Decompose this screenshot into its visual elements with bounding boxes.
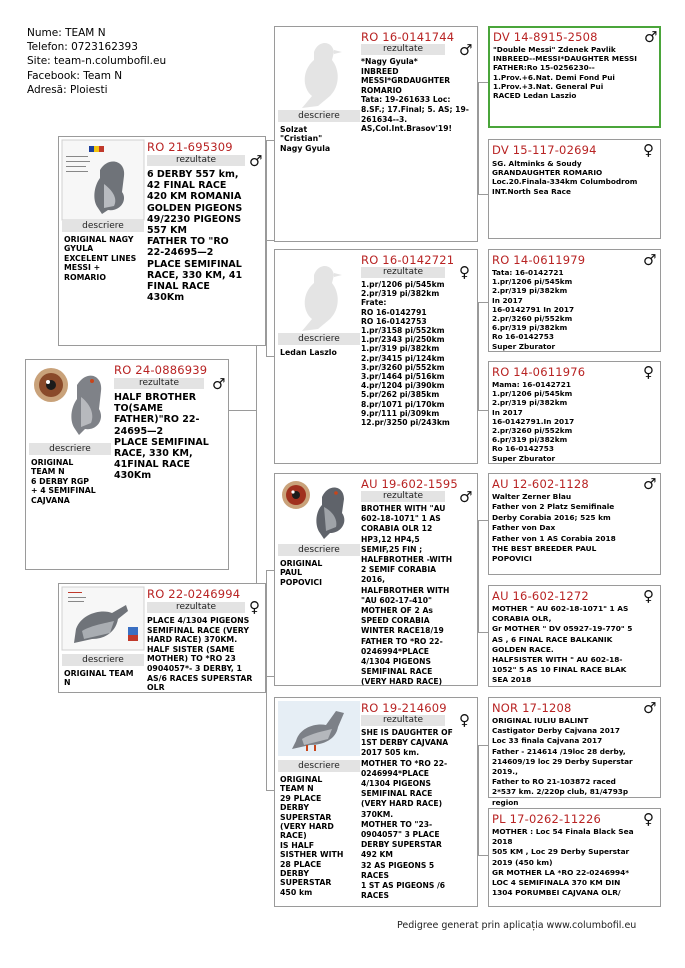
pigeon-info: 1.pr/1206 pi/545km 2.pr/319 pi/382km Frate: RO 16-0142791 RO 16-0142753 1.pr/3158 pi/552km 1.pr/2343 pi/250km 1.pr/319 pi/382km 2.pr/3415 pi/124km 3.pr/3260 pi/552km 3.pr/1464 pi/516km 4.pr/1204 pi/390km 5.pr/262 pi/385km 8.pr/1071 pi/170km 9.pr/111 pi/309km 12.pr/3250 pi/243km (361, 280, 450, 428)
ring-number[interactable]: RO 14-0611976 (492, 365, 586, 379)
connector (266, 140, 274, 141)
connector (478, 632, 488, 633)
pigeon-info: MOTHER : Loc 54 Finala Black Sea 2018 505 KM , Loc 29 Derby Superstar 2019 (450 km) GR MOTHER LA *RO 22-0246994* LOC 4 SEMIFINALA 370 KM DIN 1304 PORUMBEI CAJVANA OLR/ (492, 827, 634, 898)
results-button[interactable]: rezultate (361, 491, 445, 502)
ring-number[interactable]: AU 12-602-1128 (492, 477, 589, 491)
ring-number[interactable]: RO 24-0886939 (114, 363, 208, 377)
breeder-site: Site: team-n.columbofil.eu (27, 55, 167, 68)
female-icon: ♀ (643, 810, 654, 828)
female-icon: ♀ (643, 587, 654, 605)
ring-number[interactable]: AU 16-602-1272 (492, 589, 589, 603)
pigeon-card-mmm[interactable] (488, 808, 661, 907)
pigeon-info: HALF BROTHER TO(SAME FATHER)"RO 22- 24695—2 PLACE SEMIFINAL RACE, 330 KM, 41FINAL RACE 430Km (114, 392, 209, 482)
connector (229, 410, 256, 411)
female-icon: ♀ (249, 598, 260, 616)
connector (266, 140, 267, 356)
pigeon-info: SHE IS DAUGHTER OF 1ST DERBY CAJVANA 2017 505 km. MOTHER TO *RO 22- 0246994*PLACE 4/1304 PIGEONS SEMIFINAL RACE (VERY HARD RACE) 370KM. MOTHER TO "23- 0904057" 3 PLACE DERBY SUPERSTAR 492 KM 32 AS PIGEONS 5 RACES 1 ST AS PIGEONS /6 RACES (361, 728, 453, 901)
results-button[interactable]: rezultate (114, 378, 204, 389)
pigeon-photo[interactable] (278, 701, 360, 756)
connector (478, 745, 488, 746)
pigeon-card-maternal-grandmother[interactable] (274, 697, 478, 907)
male-icon: ♂ (643, 475, 657, 493)
ring-number[interactable]: RO 22-0246994 (147, 587, 241, 601)
connector (266, 356, 274, 357)
pigeon-info: Tata: 16-0142721 1.pr/1206 pi/545km 2.pr/319 pi/382km In 2017 16-0142791 In 2017 2.pr/3260 pi/552km 6.pr/319 pi/382km Ro 16-0142753 Super Zburator (492, 268, 575, 351)
pigeon-info: ORIGINAL IULIU BALINT Castigator Derby Cajvana 2017 Loc 33 finala Cajvana 2017 Father - 214614 /19loc 28 derby, 214609/19 loc 29 Derby Superstar 2019., Father to RO 21-103872 raced 2*537 km. 2/220p club, 81/4793p region (492, 716, 633, 807)
male-icon: ♂ (212, 375, 226, 393)
female-icon: ♀ (643, 141, 654, 159)
male-icon: ♂ (249, 152, 263, 170)
ring-number[interactable]: RO 16-0142721 (361, 253, 455, 267)
female-icon: ♀ (459, 263, 470, 281)
breeder-address: Adresă: Ploiesti (27, 83, 108, 96)
pigeon-card-fmm[interactable] (488, 361, 661, 464)
results-button[interactable]: rezultate (361, 44, 445, 55)
ring-number[interactable]: DV 15-117-02694 (492, 143, 597, 157)
male-icon: ♂ (643, 251, 657, 269)
breeder-name: Nume: TEAM N (27, 27, 106, 39)
breeder-info (27, 26, 166, 97)
pigeon-photo[interactable] (278, 253, 360, 333)
pigeon-info: PLACE 4/1304 PIGEONS SEMIFINAL RACE (VERY HARD RACE) 370KM. HALF SISTER (SAME MOTHER) TO *RO 23 0904057*- 3 DERBY, 1 AS/6 RACES SUPERSTAR OLR (147, 616, 253, 693)
pigeon-info: 6 DERBY 557 km, 42 FINAL RACE 420 KM ROMANIA GOLDEN PIGEONS 49/2230 PIGEONS 557 KM FATHER TO "RO 22-24695—2 PLACE SEMIFINAL RACE, 330 KM, 41 FINAL RACE 430Km (147, 169, 243, 304)
description-button[interactable]: descriere (29, 443, 111, 455)
pigeon-info: Mama: 16-0142721 1.pr/1206 pi/545km 2.pr/319 pi/382km In 2017 16-0142791.In 2017 2.pr/3260 pi/552km 6.pr/319 pi/382km Ro 16-0142753 Super Zburator (492, 380, 575, 463)
pigeon-card-fff[interactable] (488, 26, 661, 128)
pigeon-card-mmf[interactable] (488, 697, 661, 807)
ring-number[interactable]: RO 21-695309 (147, 140, 233, 154)
pigeon-card-mother[interactable] (58, 583, 266, 693)
ring-number[interactable]: RO 14-0611979 (492, 253, 586, 267)
pigeon-info: BROTHER WITH "AU 602-18-1071" 1 AS CORABIA OLR 12 HP3,12 HP4,5 SEMIF,25 FIN ; HALFBROTHER -WITH 2 SEMIF CORABIA 2016, HALFBROTHER WITH "AU 602-17-410" MOTHER OF 2 As SPEED CORABIA WINTER RACE18/19 FATHER TO *RO 22- 0246994*PLACE 4/1304 PIGEONS SEMIFINAL RACE (VERY HARD RACE) (361, 504, 453, 687)
connector (478, 82, 488, 83)
connector (266, 790, 274, 791)
pigeon-photo[interactable] (278, 477, 360, 542)
results-button[interactable]: rezultate (361, 267, 445, 278)
pigeon-info: "Double Messi" Zdenek Pavlik INBREED--MESSI*DAUGHTER MESSI FATHER:Ro 15-0256230-- 1.Prov.+6.Nat. Demi Fond Pui 1.Prov.+3.Nat. General Pui RACED Ledan Laszio (493, 45, 637, 101)
ring-number[interactable]: AU 19-602-1595 (361, 477, 458, 491)
pigeon-card-subject[interactable] (25, 359, 229, 570)
ring-number[interactable]: RO 19-214609 (361, 701, 447, 715)
pigeon-note: Ledan Laszlo (280, 348, 337, 357)
pigeon-card-mfm[interactable] (488, 585, 661, 687)
pigeon-info: MOTHER " AU 602-18-1071" 1 AS CORABIA OLR, Gr MOTHER " DV 05927-19-770" 5 AS , 6 FINAL RACE BALKANIK GOLDEN RACE. HALFSISTER WITH " AU 602-18- 1052" 5 AS 10 FINAL RACE BLAK SEA 2018 (492, 604, 633, 685)
ring-number[interactable]: PL 17-0262-11226 (492, 812, 601, 826)
connector (478, 82, 479, 194)
connector (266, 570, 274, 571)
pigeon-info: Walter Zerner Blau Father von 2 Platz Semifinale Derby Corabia 2016; 525 km Father von Dax Father von 1 AS Corabia 2018 THE BEST BREEDER PAUL POPOVICI (492, 492, 616, 564)
pigeon-card-paternal-grandfather[interactable] (274, 26, 478, 242)
footer-credit: Pedigree generat prin aplicația www.columbofil.eu (397, 920, 637, 931)
description-button[interactable]: descriere (278, 110, 360, 122)
ring-number[interactable]: DV 14-8915-2508 (493, 30, 598, 44)
male-icon: ♂ (643, 699, 657, 717)
ring-number[interactable]: RO 16-0141744 (361, 30, 455, 44)
pigeon-photo[interactable] (29, 363, 111, 443)
pigeon-photo[interactable] (278, 30, 360, 110)
pigeon-note: ORIGINAL TEAM N 29 PLACE DERBY SUPERSTAR (VERY HARD RACE) IS HALF SISTHER WITH 28 PLACE DERBY SUPERSTAR 450 km (280, 775, 344, 897)
pigeon-card-father[interactable] (58, 136, 266, 346)
male-icon: ♂ (459, 488, 473, 506)
pigeon-card-paternal-grandmother[interactable] (274, 249, 478, 464)
connector (478, 410, 488, 411)
male-icon: ♂ (459, 41, 473, 59)
pigeon-note: Solzat "Cristian" Nagy Gyula (280, 125, 331, 153)
description-button[interactable]: descriere (62, 220, 144, 232)
female-icon: ♀ (643, 363, 654, 381)
pigeon-note: ORIGINAL TEAM N (64, 669, 134, 688)
pigeon-photo[interactable] (62, 140, 144, 220)
pigeon-card-fmf[interactable] (488, 249, 661, 352)
connector (478, 302, 479, 410)
connector (478, 745, 479, 855)
connector (266, 570, 267, 790)
results-button[interactable]: rezultate (147, 602, 245, 613)
connector (478, 855, 488, 856)
pigeon-photo[interactable] (62, 587, 144, 650)
results-button[interactable]: rezultate (147, 155, 245, 166)
results-button[interactable]: rezultate (361, 715, 445, 726)
description-button[interactable]: descriere (278, 333, 360, 345)
pigeon-card-mff[interactable] (488, 473, 661, 575)
pigeon-note: ORIGINAL PAUL POPOVICI (280, 559, 323, 587)
pigeon-info: SG. Altminks & Soudy GRANDAUGHTER ROMARIO Loc.20.Finala-334km Columbodrom INT.North Sea Race (492, 159, 638, 196)
description-button[interactable]: descriere (278, 760, 360, 772)
pigeon-card-ffm[interactable] (488, 139, 661, 239)
female-icon: ♀ (459, 711, 470, 729)
pigeon-note: ORIGINAL NAGY GYULA EXCELENT LINES MESSI + ROMARIO (64, 235, 137, 282)
connector (478, 302, 488, 303)
ring-number[interactable]: NOR 17-1208 (492, 701, 572, 715)
breeder-phone: Telefon: 0723162393 (27, 41, 138, 54)
breeder-facebook: Facebook: Team N (27, 69, 123, 82)
connector (478, 194, 488, 195)
pigeon-note: ORIGINAL TEAM N 6 DERBY RGP + 4 SEMIFINAL CAJVANA (31, 458, 96, 505)
pigeon-info: *Nagy Gyula* INBREED MESSI*GRDAUGHTER ROMARIO Tata: 19-261633 Loc: 8.SF.; 17.Final; 5. AS; 19- 261634--3. AS,Col.Int.Brasov'19! (361, 57, 469, 134)
description-button[interactable]: descriere (62, 654, 144, 666)
connector (478, 520, 479, 632)
pigeon-card-maternal-grandfather[interactable] (274, 473, 478, 686)
connector (478, 520, 488, 521)
male-icon: ♂ (644, 28, 658, 46)
description-button[interactable]: descriere (278, 544, 360, 556)
